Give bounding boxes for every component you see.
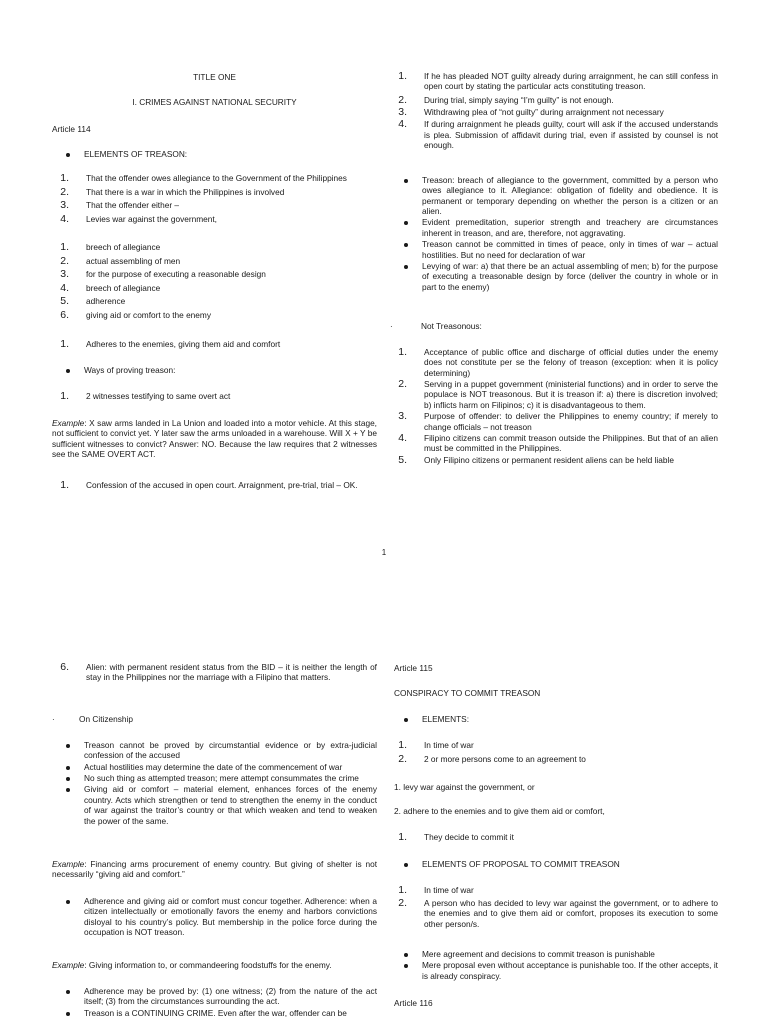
list-item: 1. Acceptance of public office and discharge of official duties under the enemy does not constitute per se the felony of treason (exception: when it is policy determining) — [398, 346, 718, 378]
list-item: 1. Confession of the accused in open court. Arraignment, pre-trial, trial – OK. — [60, 479, 358, 491]
list-item: 4. breech of allegiance — [60, 281, 161, 294]
list-item: Levying of war: a) that there be an actual assembling of men; b) for the purpose of executing a treasonable design by force (deliver the country in whole or in part to the enemy) — [390, 261, 718, 292]
list-item: 1. In time of war — [398, 739, 474, 751]
numbered-list-adheres — [52, 339, 377, 349]
bullet-icon — [52, 762, 84, 772]
list-item: 3. Withdrawing plea of “not guilty” during arraignment not necessary — [398, 106, 664, 119]
proposal-bullet: ELEMENTS OF PROPOSAL TO COMMIT TREASON — [390, 859, 718, 869]
bullet-icon — [390, 217, 422, 227]
list-item: Mere agreement and decisions to commit treason is punishable — [390, 949, 718, 959]
list-item: Adherence and giving aid or comfort must concur together. Adherence: when a citizen intellectually or emotionally favors the enemy and harbors convictions disloyal to his country’s policy. But membership in the police force during the occupation is NOT treason. — [52, 896, 377, 937]
section-marker: · — [390, 322, 393, 331]
list-item: 2. 2 or more persons come to an agreement to — [398, 753, 586, 765]
list-item: 6. Alien: with permanent resident status from the BID – it is neither the length of stay in the Philippines nor the marriage with a Filipino that matters. — [60, 661, 377, 683]
bullet-list-punishable — [390, 949, 718, 981]
list-item: 4. Filipino citizens can commit treason outside the Philippines. But that of an alien must be committed in the Philippines. — [398, 431, 718, 454]
numbered-list-decide — [390, 832, 718, 842]
article-115-heading: Article 115 — [394, 663, 433, 673]
list-item: Treason is a CONTINUING CRIME. Even after the war, offender can be — [52, 1008, 377, 1018]
conspiracy-heading: CONSPIRACY TO COMMIT TREASON — [394, 688, 541, 698]
list-item: 1. breech of allegiance — [60, 241, 161, 253]
numbered-list-alien — [52, 662, 377, 683]
bullet-icon — [390, 960, 422, 970]
bullet-icon — [52, 784, 84, 794]
list-item: 2. Serving in a puppet government (ministerial functions) and in order to serve the populace is NOT treasonous. But it is treason if: a) there is discretion involved; b) inflicts harm on Filipinos; c) it is disadvantageous to them. — [398, 378, 718, 410]
bullet-icon — [52, 1008, 84, 1018]
list-item: 2. That there is a war in which the Philippines is involved — [60, 186, 285, 198]
numbered-list-plea — [390, 71, 718, 151]
list-item: 1. If he has pleaded NOT guilty already during arraignment, he can still confess in open court by stating the particular acts constituting treason. — [398, 70, 718, 92]
bullet-list-citizenship — [52, 740, 377, 826]
bullet-list-adherence — [52, 896, 377, 937]
list-item: 6. giving aid or comfort to the enemy — [60, 308, 211, 321]
bullet-icon — [52, 149, 84, 159]
section-marker: · — [52, 715, 55, 724]
list-item: 2. A person who has decided to levy war against the government, or to adhere to the enemies and to give them aid or comfort, proposes its execution to some other person/s. — [398, 897, 718, 929]
numbered-list-confession — [52, 480, 377, 490]
document-page-2 — [0, 650, 768, 1024]
list-item: 1. They decide to commit it — [398, 831, 514, 843]
list-item: 4. Levies war against the government, — [60, 213, 217, 225]
article-114-heading: Article 114 — [52, 124, 91, 134]
numbered-list-conspiracy — [390, 740, 718, 764]
list-item: 1. 2 witnesses testifying to same overt act — [60, 390, 231, 402]
numbered-list-elements — [52, 173, 377, 228]
list-item: Adherence may be proved by: (1) one witness; (2) from the nature of the act itself; (3) from the circumstances surrounding the act. — [52, 986, 377, 1007]
bullet-icon — [52, 773, 84, 783]
bullet-icon — [52, 896, 84, 906]
list-item: 3. That the offender either – — [60, 199, 180, 211]
bullet-icon — [390, 261, 422, 271]
list-item: 2. During trial, simply saying “I’m guilty” is not enough. — [398, 93, 614, 106]
page-gap — [0, 575, 768, 650]
ways-proving-label: Ways of proving treason: — [84, 365, 176, 375]
bullet-list-treason — [390, 175, 718, 292]
list-item: 3. for the purpose of executing a reasonable design — [60, 268, 266, 280]
section-heading: I. CRIMES AGAINST NATIONAL SECURITY — [132, 97, 297, 107]
list-item: 5. adherence — [60, 295, 126, 307]
list-item: 4. If during arraignment he pleads guilty, court will ask if the accused understands is plea. Submission of affidavit during trial, even if assisted by counsel is not enough. — [398, 118, 718, 151]
elements-treason-label: ELEMENTS OF TREASON: — [84, 149, 188, 159]
bullet-icon — [390, 859, 422, 869]
bullet-list-proof — [52, 986, 377, 1018]
list-item: 1. In time of war — [398, 884, 474, 896]
elements-treason-bullet — [52, 149, 377, 159]
example-paragraph: Example: X saw arms landed in La Union and loaded into a motor vehicle. At this stage, not sufficient to convict yet. Y later saw the arms unloaded in a warehouse. Will X + Y be sufficient witnesses to convict? Answer: NO. Because the law requires that 2 witnesses see the SAME OVERT ACT. — [52, 418, 377, 460]
bullet-icon — [390, 714, 422, 724]
numbered-list-witnesses — [52, 391, 377, 401]
example-paragraph: Example: Giving information to, or commandeering foodstuffs for the enemy. — [52, 960, 332, 970]
plain-item-adhere: 2. adhere to the enemies and to give them aid or comfort, — [394, 806, 605, 816]
bullet-icon — [390, 239, 422, 249]
bullet-icon — [390, 949, 422, 959]
example-paragraph: Example: Financing arms procurement of enemy country. But giving of shelter is not necessarily “giving aid and comfort.” — [52, 859, 377, 880]
bullet-icon — [52, 986, 84, 996]
page-number: 1 — [381, 548, 387, 557]
article-116-heading: Article 116 — [394, 998, 433, 1008]
on-citizenship-heading: · On Citizenship — [52, 714, 133, 724]
list-item: 2. actual assembling of men — [60, 254, 181, 267]
list-item: Actual hostilities may determine the date of the commencement of war — [52, 762, 377, 772]
list-item: No such thing as attempted treason; mere attempt consummates the crime — [52, 773, 377, 783]
bullet-icon — [390, 175, 422, 185]
bullet-icon — [52, 365, 84, 375]
list-item: 1. Adheres to the enemies, giving them aid and comfort — [60, 338, 281, 350]
plain-item-levy: 1. levy war against the government, or — [394, 782, 535, 792]
list-item: Giving aid or comfort – material element, enhances forces of the enemy country. Acts which strengthen or tend to strengthen the enemy in the conduct of war against the traitor’s country or that which weaken and tend to weaken the power of the same. — [52, 784, 377, 825]
numbered-list-components — [52, 242, 377, 323]
numbered-list-not-treasonous — [390, 347, 718, 465]
list-item: 5. Only Filipino citizens or permanent resident aliens can be held liable — [398, 453, 674, 466]
list-item: Mere proposal even without acceptance is punishable too. If the other accepts, it is already conspiracy. — [390, 960, 718, 981]
list-item: Treason cannot be proved by circumstantial evidence or by extra-judicial confession of the accused — [52, 740, 377, 761]
list-item: Treason: breach of allegiance to the government, committed by a person who owes allegiance to it. Allegiance: obligation of fidelity and obedience. It is permanent or temporary depending on whether the person is a citizen or an alien. — [390, 175, 718, 216]
bullet-icon — [52, 740, 84, 750]
elements-bullet: ELEMENTS: — [390, 714, 718, 724]
not-treasonous-heading: · Not Treasonous: — [390, 321, 482, 331]
list-item: Evident premeditation, superior strength and treachery are circumstances inherent in treason, and are, therefore, not aggravating. — [390, 217, 718, 238]
title-one: TITLE ONE — [193, 72, 236, 82]
list-item: 3. Purpose of offender: to deliver the Philippines to enemy country; if merely to change officials – not treason — [398, 410, 718, 432]
list-item: Treason cannot be committed in times of peace, only in times of war – actual hostilities. But no need for declaration of war — [390, 239, 718, 260]
ways-proving-bullet — [52, 365, 377, 375]
numbered-list-proposal — [390, 885, 718, 929]
list-item: 1. That the offender owes allegiance to the Government of the Philippines — [60, 172, 347, 184]
